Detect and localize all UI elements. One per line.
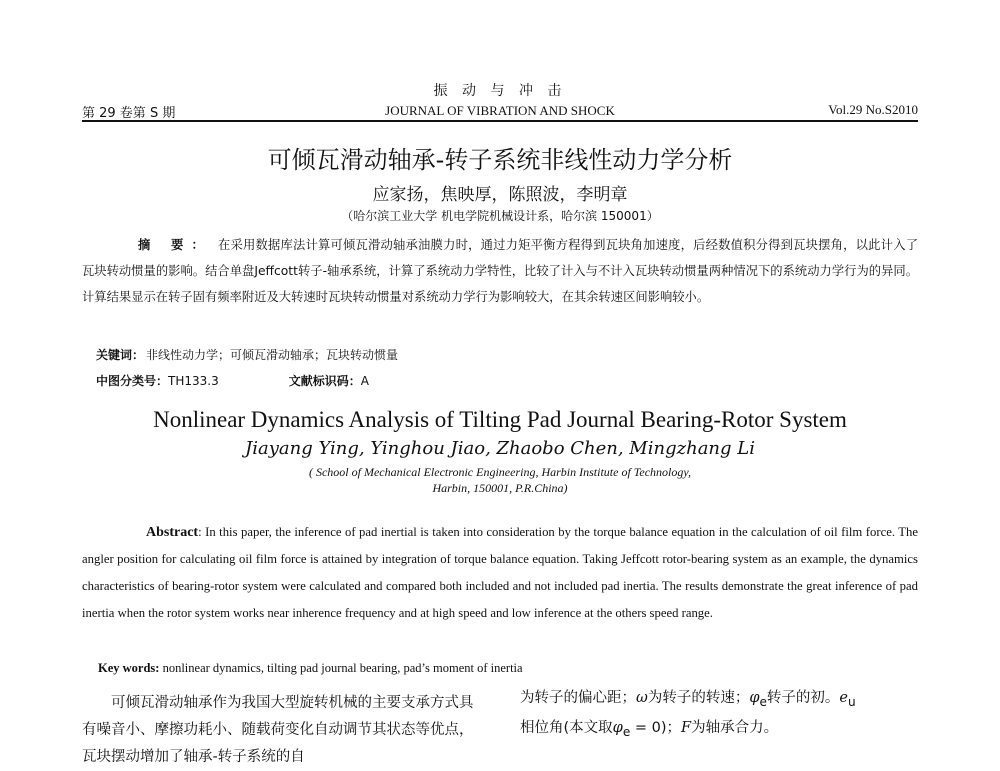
volume-en: Vol.29 No.S2010 [828, 102, 918, 117]
abstract-en-label: Abstract [146, 525, 199, 540]
doc-code-label: 文献标识码： [288, 374, 361, 388]
keywords-cn-text: 非线性动力学；可倾瓦滑动轴承；瓦块转动惯量 [146, 348, 399, 362]
abstract-cn-text: 在采用数据库法计算可倾瓦滑动轴承油膜力时，通过力矩平衡方程得到瓦块角加速度，后经数值积分得到瓦块摆角，以此计入了瓦块转动惯量的影响。结合单盘Jeffcott转子-轴承系统，计算了系统动力学特性，比较了计入与不计入瓦块转动惯量两种情况下的系统动力学行为的异同。计算结果显示在转子固有频率附近及大转速时瓦块转动惯量对系统动力学行为影响较大，在其余转速区间影响较小。 [82, 238, 918, 304]
journal-name-cn: 振 动 与 冲 击 [433, 83, 567, 99]
keywords-cn [96, 346, 398, 363]
body-right-line2: 相位角(本文取$\varphi_e = 0$)；F为轴承合力。 [520, 719, 779, 739]
affiliation-en-line2: Harbin, 150001, P.R.China) [432, 481, 568, 495]
abstract-cn [82, 232, 918, 310]
clc-label: 中图分类号： [96, 374, 169, 388]
paper-title-en: Nonlinear Dynamics Analysis of Tilting Pad Journal Bearing-Rotor System [153, 407, 847, 432]
paper-title-cn: 可倾瓦滑动轴承-转子系统非线性动力学分析 [267, 146, 733, 174]
abstract-en [82, 519, 918, 627]
keywords-en [98, 661, 523, 676]
abstract-cn-label: 摘 要： [138, 238, 212, 252]
affiliation-en-line1: ( School of Mechanical Electronic Engineering, Harbin Institute of Technology, [308, 465, 692, 479]
keywords-en-label: Key words: [98, 661, 160, 675]
clc-value: TH133.3 [168, 374, 219, 388]
affiliation-cn: （哈尔滨工业大学 机电学院机械设计系，哈尔滨 150001） [341, 209, 659, 223]
body-text-left: 可倾瓦滑动轴承作为我国大型旋转机械的主要支承方式具有噪音小、摩擦功耗小、随载荷变化自动调节其状态等优点，瓦块摆动增加了轴承-转子系统的自 [82, 695, 474, 765]
authors-en: Jiayang Ying, Yinghou Jiao, Zhaobo Chen, Mingzhang Li [245, 438, 755, 459]
body-text-right [520, 685, 920, 745]
header-rule [82, 120, 918, 122]
doc-code-value: A [360, 374, 369, 388]
keywords-en-text: nonlinear dynamics, tilting pad journal bearing, pad’s moment of inertia [162, 661, 523, 675]
body-right-line1: 为转子的偏心距；ω为转子的转速；$\varphi_e$转子的初。$e_u$ [520, 690, 856, 709]
journal-name-en: JOURNAL OF VIBRATION AND SHOCK [385, 103, 615, 118]
abstract-en-text: : In this paper, the inference of pad inertial is taken into consideration by the torque balance equation in the calculation of oil film force. The angler position for calculating oil film force is attained by integration of torque balance equation. Taking Jeffcott rotor-bearing system as an example, the dynamics characteristics of bearing-rotor system were calculated and compared both included and not included pad inertia. The results demonstrate the great inference of pad inertia when the rotor system works near inherence frequency and at high speed and low inference at the others speed range. [82, 525, 918, 620]
classification-cn [96, 372, 369, 389]
authors-cn: 应家扬，焦映厚，陈照波，李明章 [372, 185, 628, 205]
affiliation-en [0, 464, 1000, 496]
keywords-cn-label: 关键词： [96, 348, 145, 362]
volume-cn: 第 29 卷第 S 期 [82, 106, 176, 121]
